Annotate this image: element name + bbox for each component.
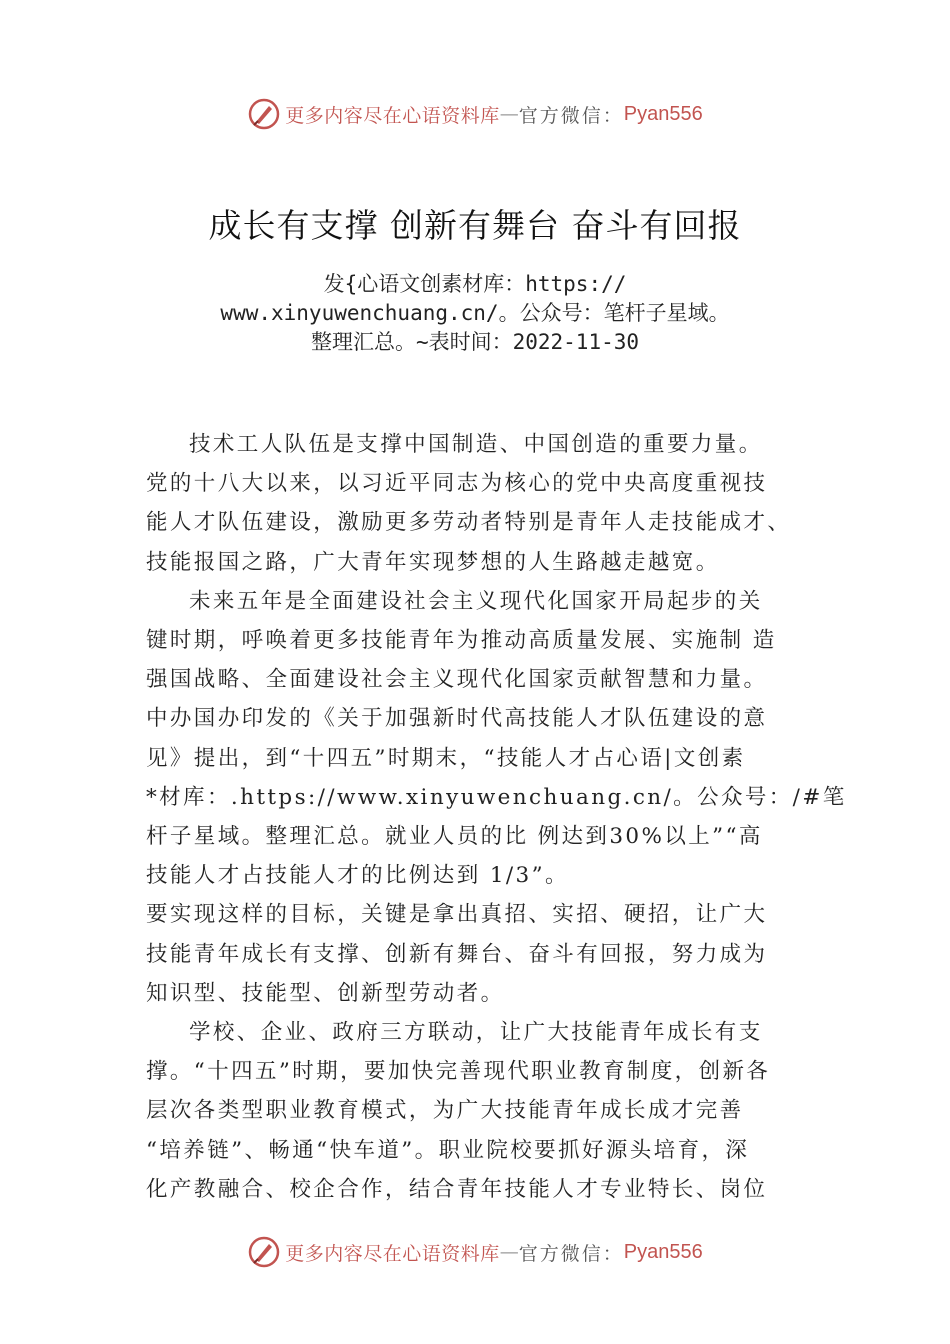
watermark-header	[0, 94, 950, 134]
watermark-wechat-id: Pyan556	[623, 102, 703, 125]
source-line: www.xinyuwenchuang.cn/。公众号：笔杆子星域。	[220, 301, 730, 325]
watermark-brand: 更多内容尽在心语资料库	[285, 1242, 500, 1265]
watermark-separator: —	[499, 103, 519, 125]
text-line: 未来五年是全面建设社会主义现代化国家开局起步的关	[189, 588, 763, 614]
text-line: 党的十八大以来，以习近平同志为核心的党中央高度重视技	[146, 471, 768, 497]
text-line: 学校、企业、政府三方联动，让广大技能青年成长有支	[189, 1020, 763, 1046]
paragraph	[146, 582, 847, 896]
document-title: 成长有支撑 创新有舞台 奋斗有回报	[208, 206, 742, 245]
paragraph	[146, 895, 822, 1013]
paragraph	[146, 425, 822, 582]
text-line: 键时期，呼唤着更多技能青年为推动高质量发展、实施制 造	[146, 628, 777, 654]
text-line: 技能人才占技能人才的比例达到 1/3”。	[146, 863, 569, 889]
text-line: 能人才队伍建设，激励更多劳动者特别是青年人走技能成才、	[146, 510, 792, 536]
source-info	[0, 270, 950, 357]
watermark-footer	[0, 1232, 950, 1272]
text-line: 强国战略、全面建设社会主义现代化国家贡献智慧和力量。	[146, 667, 768, 693]
text-line: 杆子星域。整理汇总。就业人员的比 例达到30%以上”“高	[146, 824, 763, 850]
source-line: 整理汇总。~表时间：2022-11-30	[310, 330, 640, 354]
text-line: 见》提出，到“十四五”时期末，“技能人才占心语|文创素	[146, 745, 746, 771]
text-line: 化产教融合、校企合作，结合青年技能人才专业特长、岗位	[146, 1176, 768, 1202]
text-line: 知识型、技能型、创新型劳动者。	[146, 980, 505, 1006]
text-line: 撑。“十四五”时期，要加快完善现代职业教育制度，创新各	[146, 1059, 771, 1085]
text-line: *材库：.https://www.xinyuwenchuang.cn/。公众号：/#笔	[146, 784, 847, 810]
watermark-separator: —	[499, 1241, 519, 1263]
source-line: 发{心语文创素材库：https://	[323, 272, 627, 296]
text-line: “培养链”、畅通“快车道”。职业院校要抓好源头培育，深	[146, 1137, 750, 1163]
quill-seal-icon	[247, 97, 281, 131]
watermark-official-label: 官方微信：	[518, 104, 624, 127]
watermark-brand: 更多内容尽在心语资料库	[285, 104, 500, 127]
text-line: 技能青年成长有支撑、创新有舞台、奋斗有回报，努力成为	[146, 941, 768, 967]
document-body	[146, 425, 847, 1209]
text-line: 要实现这样的目标，关键是拿出真招、实招、硬招，让广大	[146, 902, 768, 928]
quill-seal-icon	[247, 1235, 281, 1269]
watermark-wechat-id: Pyan556	[623, 1240, 703, 1263]
text-line: 技术工人队伍是支撑中国制造、中国创造的重要力量。	[189, 432, 763, 457]
text-line: 层次各类型职业教育模式，为广大技能青年成长成才完善	[146, 1098, 744, 1124]
paragraph	[146, 1013, 822, 1209]
text-line: 技能报国之路，广大青年实现梦想的人生路越走越宽。	[146, 549, 720, 575]
watermark-official-label: 官方微信：	[518, 1242, 624, 1265]
text-line: 中办国办印发的《关于加强新时代高技能人才队伍建设的意	[146, 706, 768, 732]
